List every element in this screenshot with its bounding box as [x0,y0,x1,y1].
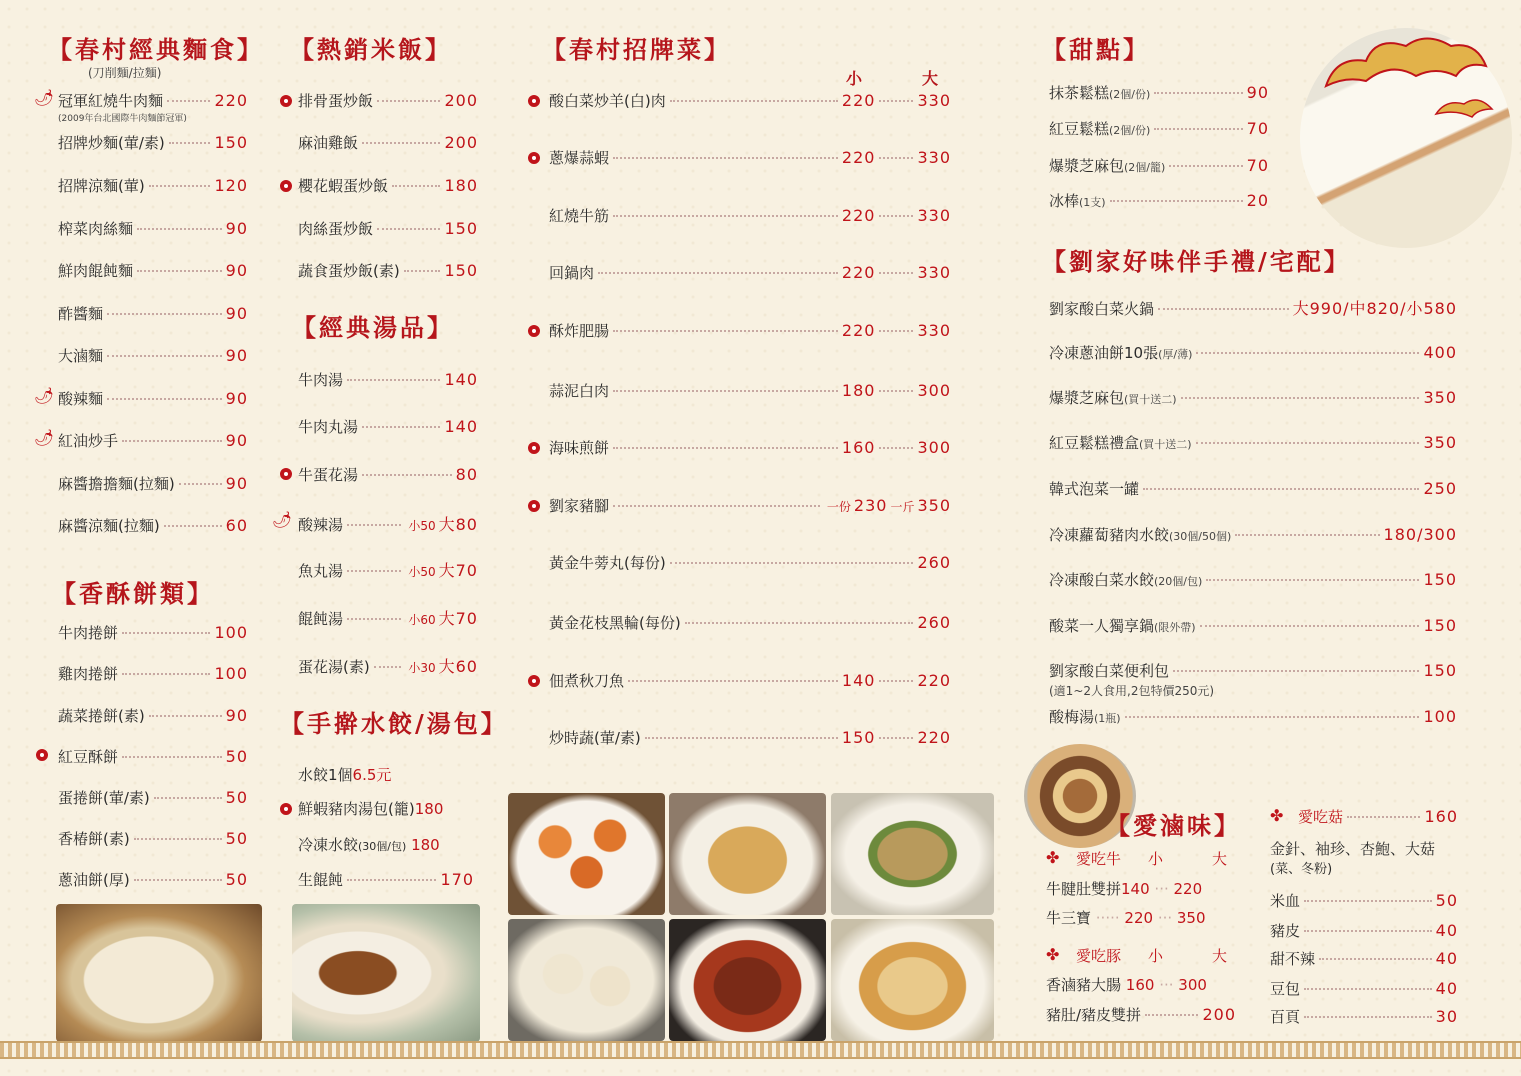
recommended-icon [280,803,292,815]
menu-item[interactable]: 紅油炒手 90 [58,431,248,450]
menu-item[interactable]: 蔬菜捲餅(素) 90 [58,706,248,725]
recommended-icon [528,95,540,107]
spicy-icon: 🌶 [34,88,55,107]
beef-subtitle: 愛吃牛 [1076,850,1122,868]
menu-item[interactable]: 劉家豬腳 一份 230 一斤 350 [549,496,951,515]
menu-item[interactable]: 肉絲蛋炒飯 150 [298,219,478,238]
menu-item[interactable]: 餛飩湯 小60 大70 [298,609,478,628]
hot-sour-soup-photo [831,919,994,1041]
recommended-icon [528,152,540,164]
menu-item[interactable]: 冷凍蔥油餅10張(厚/薄) 400 [1049,343,1457,362]
menu-item[interactable]: 麻醬涼麵(拉麵) 60 [58,516,248,535]
noodles-title: 【春村經典麵食】 [48,35,264,64]
large-size-label: 大 [922,69,939,88]
menu-item[interactable]: 豬皮 40 [1270,921,1458,940]
menu-item[interactable]: 鮮肉餛飩麵 90 [58,261,248,280]
noodles-note: (刀削麵/拉麵) [88,66,162,80]
menu-item[interactable]: 劉家酸白菜便利包 150 [1049,661,1457,680]
recommended-icon [528,442,540,454]
menu-item[interactable]: 紅豆鬆糕禮盒(買十送二) 350 [1049,433,1457,452]
beef-small-label: 小 [1148,850,1164,868]
rice-title: 【熱銷米飯】 [290,35,452,64]
menu-item[interactable]: 牛蛋花湯 80 [298,465,478,484]
recommended-icon [36,749,48,761]
menu-item[interactable]: 香椿餅(素) 50 [58,829,248,848]
menu-item[interactable]: 甜不辣 40 [1270,949,1458,968]
mushroom-description: 金針、袖珍、杏鮑、大菇 [1270,840,1436,858]
menu-item[interactable]: 冷凍蘿蔔豬肉水餃(30個/50個) 180/300 [1049,525,1457,544]
menu-item[interactable]: 紅豆鬆糕(2個/份) 70 [1049,119,1269,138]
menu-item[interactable]: 冷凍水餃(30個/包) 180 [298,836,440,854]
spicy-icon: 🌶 [272,510,293,529]
menu-item[interactable]: 招牌炒麵(葷/素) 150 [58,133,248,152]
mushroom-note: (菜、冬粉) [1270,862,1333,877]
small-size-label: 小 [846,69,863,88]
pork-large-label: 大 [1212,947,1228,965]
menu-item[interactable]: 櫻花蝦蛋炒飯 180 [298,176,478,195]
beef-large-label: 大 [1212,850,1228,868]
menu-item[interactable]: 牛肉捲餅 100 [58,623,248,642]
menu-item[interactable]: 酥炸肥腸 220 330 [549,321,951,340]
menu-item[interactable]: 香滷豬大腸 160 ··· 300 [1046,976,1207,994]
greek-key-border [0,1041,1521,1059]
menu-item[interactable]: 炒時蔬(葷/素) 150 220 [549,728,951,747]
recommended-icon [280,95,292,107]
menu-item[interactable]: 牛肉湯 140 [298,370,478,389]
menu-item[interactable]: 蔥爆蒜蝦 220 330 [549,148,951,167]
menu-item[interactable]: 招牌涼麵(葷) 120 [58,176,248,195]
menu-item[interactable]: 蔬食蛋炒飯(素) 150 [298,261,478,280]
menu-item[interactable]: 牛肉丸湯 140 [298,417,478,436]
menu-item[interactable]: 豬肚/豬皮雙拼 200 [1046,1005,1236,1024]
menu-item[interactable]: 牛腱肚雙拼140 ··· 220 [1046,880,1203,898]
menu-item[interactable]: 爆漿芝麻包(2個/籠) 70 [1049,156,1269,175]
menu-item[interactable]: 豆包 40 [1270,979,1458,998]
menu-item[interactable]: 冷凍酸白菜水餃(20個/包) 150 [1049,570,1457,589]
menu-item[interactable]: 酸白菜炒羊(白)肉 220 330 [549,91,951,110]
menu-item[interactable]: 牛三寶 ····· 220 ··· 350 [1046,909,1206,927]
beef-noodle-soup-photo [669,919,826,1041]
seafood-pancake-photo [669,793,826,915]
bundle-note: (適1~2人食用,2包特價250元) [1049,684,1215,698]
braised-title: 【愛滷味】 [1106,811,1241,840]
menu-item[interactable]: 海味煎餅 160 300 [549,438,951,457]
award-note: (2009年台北國際牛肉麵節冠軍) [58,114,187,124]
menu-item[interactable]: 鮮蝦豬肉湯包(籠)180 [298,800,444,818]
menu-item[interactable]: 抹茶鬆糕(2個/份) 90 [1049,83,1269,102]
menu-item[interactable]: 紅燒牛筋 220 330 [549,206,951,225]
menu-item[interactable]: 大滷麵 90 [58,346,248,365]
recommended-icon [528,675,540,687]
recommended-icon [528,500,540,512]
menu-item[interactable]: 蒜泥白肉 180 300 [549,381,951,400]
menu-item[interactable]: 冰棒(1支) 20 [1049,191,1269,210]
soup-dumplings-photo [508,919,665,1041]
menu-item[interactable]: 蛋捲餅(葷/素) 50 [58,788,248,807]
menu-item[interactable]: 酸梅湯(1瓶) 100 [1049,707,1457,726]
dessert-title: 【甜點】 [1042,35,1150,64]
pork-chop-rice-photo [292,904,480,1042]
menu-item[interactable]: 雞肉捲餅 100 [58,664,248,683]
menu-item[interactable]: 酸菜一人獨享鍋(限外帶) 150 [1049,616,1457,635]
menu-item[interactable]: 排骨蛋炒飯 200 [298,91,478,110]
scallion-pancake-roll-photo [56,904,262,1042]
menu-item[interactable]: 黃金花枝黑輪(每份) 260 [549,613,951,632]
stir-fried-noodles-photo [831,793,994,915]
chinese-knot-icon: ✤ [1046,945,1060,964]
menu-item[interactable]: 回鍋肉 220 330 [549,263,951,282]
spicy-icon: 🌶 [34,386,55,405]
menu-item[interactable]: 紅豆酥餅 50 [58,747,248,766]
menu-item[interactable]: 黃金牛蒡丸(每份) 260 [549,553,951,572]
signature-title: 【春村招牌菜】 [542,35,731,64]
menu-item[interactable]: 麻醬擔擔麵(拉麵) 90 [58,474,248,493]
recommended-icon [280,180,292,192]
menu-item[interactable]: 魚丸湯 小50 大70 [298,561,478,580]
menu-item[interactable]: 佃煮秋刀魚 140 220 [549,671,951,690]
menu-item[interactable]: 水餃1個6.5元 [298,766,392,784]
menu-item[interactable]: 酸辣湯 小50 大80 [298,515,478,534]
menu-item[interactable]: 酸辣麵 90 [58,389,248,408]
menu-item[interactable]: 米血 50 [1270,891,1458,910]
menu-item[interactable]: 劉家酸白菜火鍋 大990/中820/小580 [1049,299,1457,318]
menu-item[interactable]: 蛋花湯(素) 小30 大60 [298,657,478,676]
chinese-knot-icon: ✤ [1270,806,1284,825]
gift-title: 【劉家好味伴手禮/宅配】 [1042,247,1351,276]
menu-item[interactable]: 酢醬麵 90 [58,304,248,323]
garlic-shrimp-photo [508,793,665,915]
dumpling-title: 【手擀水餃/湯包】 [280,709,508,738]
recommended-icon [528,325,540,337]
soup-title: 【經典湯品】 [292,313,454,342]
pastry-title: 【香酥餅類】 [52,579,214,608]
menu-item[interactable]: 麻油雞飯 200 [298,133,478,152]
menu-item[interactable]: 蔥油餅(厚) 50 [58,870,248,889]
chinese-knot-icon: ✤ [1046,848,1060,867]
menu-item[interactable]: 韓式泡菜一罐 250 [1049,479,1457,498]
menu-item[interactable]: 榨菜肉絲麵 90 [58,219,248,238]
menu-item[interactable]: 爆漿芝麻包(買十送二) 350 [1049,388,1457,407]
menu-item[interactable]: 愛吃菇 160 [1298,807,1458,826]
menu-item[interactable]: 生餛飩 170 [298,870,474,889]
spicy-icon: 🌶 [34,428,55,447]
pork-subtitle: 愛吃豚 [1076,947,1122,965]
pork-small-label: 小 [1148,947,1164,965]
menu-item[interactable]: 百頁 30 [1270,1007,1458,1026]
menu-item[interactable]: 冠軍紅燒牛肉麵 220 [58,91,248,110]
cloud-ornament-icon [1316,26,1506,126]
recommended-icon [280,468,292,480]
